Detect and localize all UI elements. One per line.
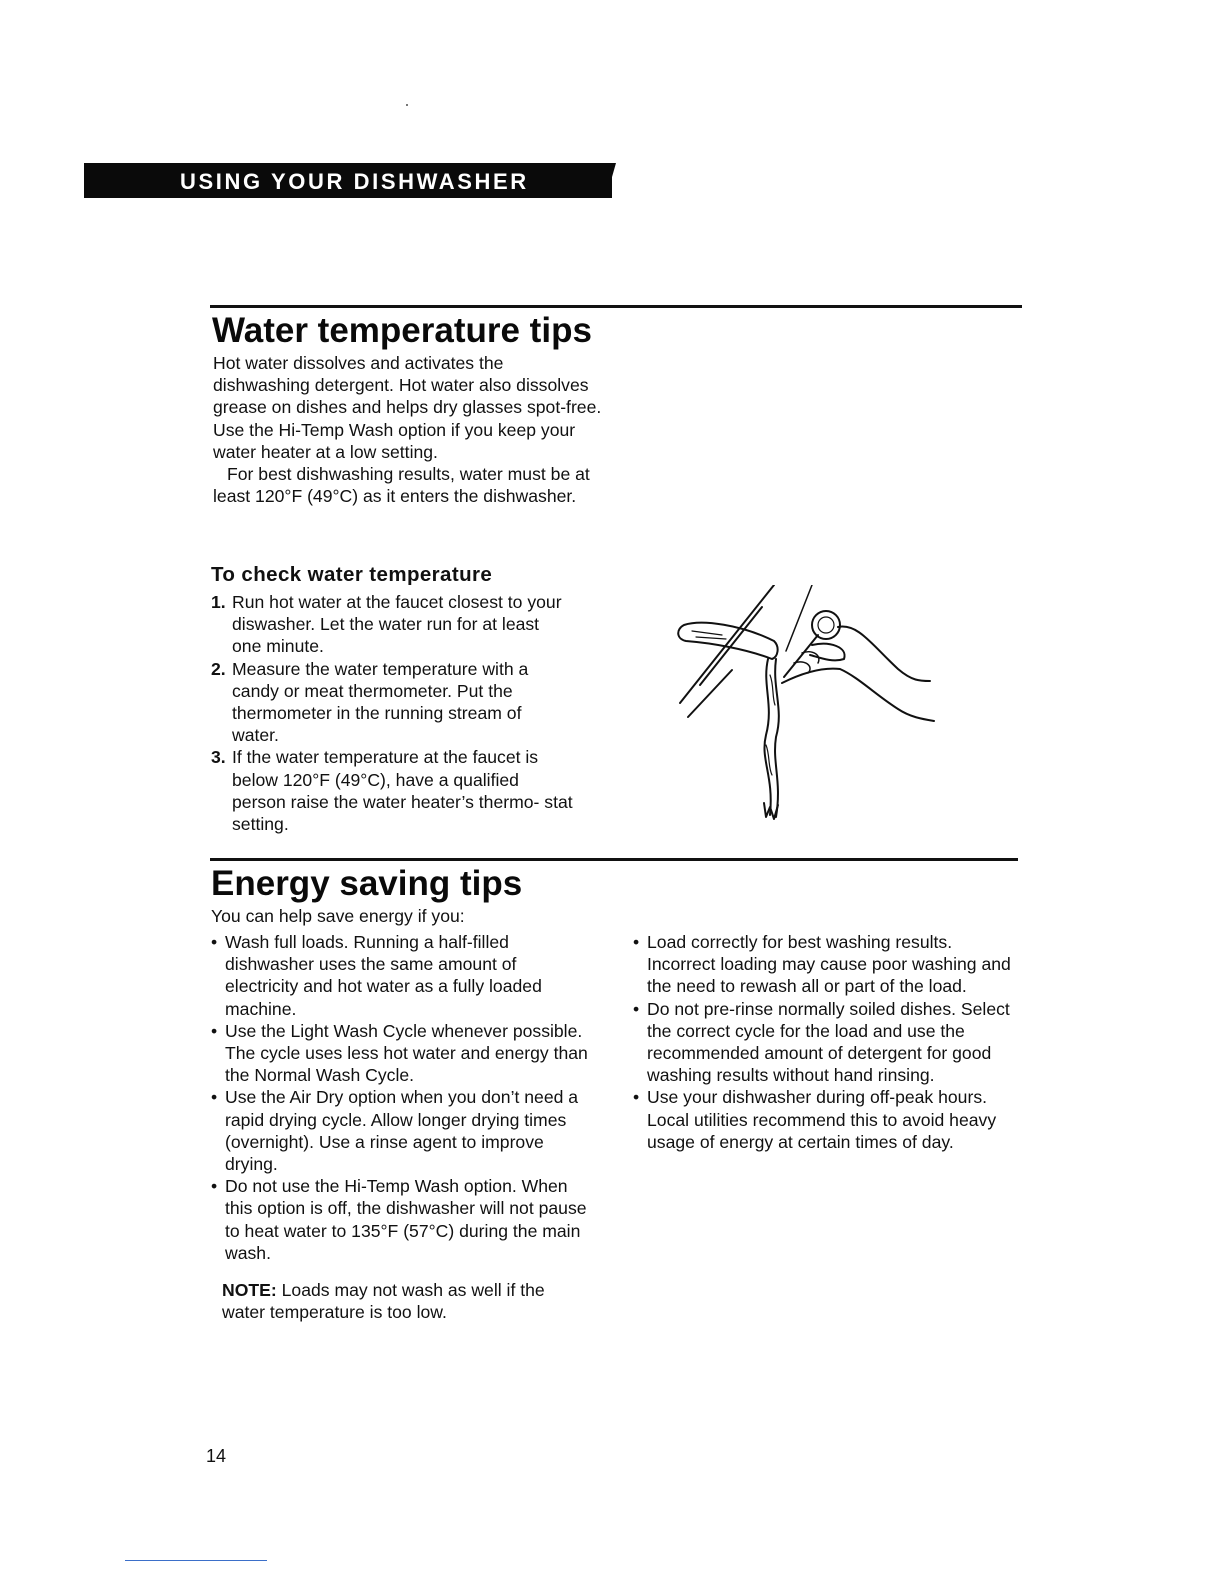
water-stream: [764, 659, 770, 815]
step-item: [211, 658, 573, 747]
step-text: If the water temperature at the faucet is below 120°F (49°C), have a qualified person raise the water heater’s thermo- stat setting.: [232, 747, 573, 835]
note-text: Loads may not wash as well if the water temperature is too low.: [222, 1280, 545, 1323]
energy-note: [222, 1279, 592, 1323]
energy-section-rule: [210, 858, 1018, 861]
hand-outline: [838, 627, 930, 681]
pipe-line: [786, 585, 812, 651]
step-item: [211, 746, 573, 835]
step-number: 1.: [211, 592, 226, 612]
energy-saving-heading: Energy saving tips: [211, 864, 523, 903]
bullet-marker: •: [211, 932, 218, 952]
water-stream: [775, 659, 779, 817]
step-item: [211, 591, 573, 658]
step-number: 2.: [211, 658, 226, 679]
energy-tip-text: Do not pre-rinse normally soiled dishes. Select the correct cycle for the load and use the recommended amount of detergent for good washing results without hand rinsing.: [647, 998, 1010, 1086]
section-banner: [84, 163, 612, 198]
bullet-marker: •: [211, 1176, 218, 1197]
bullet-marker: •: [211, 1087, 218, 1108]
energy-tip-text: Wash full loads. Running a half-filled dishwasher uses the same amount of electricity and hot water as a fully loaded machine.: [225, 932, 542, 1019]
energy-tip-item: [211, 1175, 593, 1264]
water-section-rule: [210, 305, 1022, 308]
bullet-marker: •: [633, 1087, 640, 1108]
energy-tip-text: Use your dishwasher during off-peak hours. Local utilities recommend this to avoid heavy usage of energy at certain times of day.: [647, 1087, 997, 1152]
energy-intro: You can help save energy if you:: [211, 906, 465, 926]
energy-tip-item: [633, 931, 1025, 998]
bottom-edge-line: [125, 1560, 267, 1561]
step-text: Run hot water at the faucet closest to your diswasher. Let the water run for at least one minute.: [232, 592, 562, 657]
step-text: Measure the water temperature with a candy or meat thermometer. Put the thermometer in the running stream of water.: [232, 658, 529, 746]
note-label: NOTE:: [222, 1280, 277, 1300]
check-temperature-steps: [211, 591, 573, 835]
energy-tip-item: [211, 931, 593, 1020]
section-banner-tail: [606, 163, 616, 198]
water-intro: [213, 352, 603, 507]
check-temperature-subheading: To check water temperature: [211, 563, 493, 586]
pipe-line: [688, 670, 732, 717]
bullet-marker: •: [633, 932, 640, 952]
thermometer-dial: [812, 611, 840, 639]
energy-tip-text: Use the Light Wash Cycle whenever possible. The cycle uses less hot water and energy than the Normal Wash Cycle.: [225, 1020, 588, 1086]
step-number: 3.: [211, 747, 226, 768]
faucet-shading: [692, 631, 726, 639]
pipe-line: [680, 585, 774, 703]
speck: [406, 104, 408, 106]
water-paragraph-2: For best dishwashing results, water must be at least 120°F (49°C) as it enters the dishwasher.: [213, 464, 590, 507]
energy-tip-text: Load correctly for best washing results. Incorrect loading may cause poor washing and the need to rewash all or part of the load.: [647, 932, 1011, 997]
faucet-thermometer-illustration: [662, 585, 942, 825]
thermometer-dial-inner: [818, 617, 834, 633]
section-banner-title: USING YOUR DISHWASHER: [180, 169, 529, 194]
pipe-line: [700, 607, 762, 685]
water-paragraph-1: Hot water dissolves and activates the dishwashing detergent. Hot water also dissolves grease on dishes and helps dry glasses spot-free. Use the Hi-Temp Wash option if you keep your water heater at a low setting.: [213, 353, 602, 462]
energy-tip-text: Use the Air Dry option when you don’t need a rapid drying cycle. Allow longer drying times (overnight). Use a rinse agent to improve drying.: [225, 1087, 579, 1175]
energy-tip-item: [633, 998, 1025, 1087]
bullet-marker: •: [633, 998, 640, 1019]
water-temperature-heading: Water temperature tips: [212, 311, 592, 350]
energy-tip-item: [633, 1086, 1025, 1153]
page-number: 14: [206, 1446, 227, 1466]
energy-tips-left: [211, 931, 593, 1264]
energy-tip-item: [211, 1086, 593, 1175]
energy-tip-item: [211, 1020, 593, 1087]
bullet-marker: •: [211, 1020, 218, 1041]
energy-tip-text: Do not use the Hi-Temp Wash option. When this option is off, the dishwasher will not pause to heat water to 135°F (57°C) during the main wash.: [225, 1176, 587, 1263]
hand-fingers: [810, 644, 845, 661]
energy-tips-right: [633, 931, 1025, 1153]
hand-outline: [782, 669, 934, 721]
faucet-spout: [678, 623, 777, 659]
